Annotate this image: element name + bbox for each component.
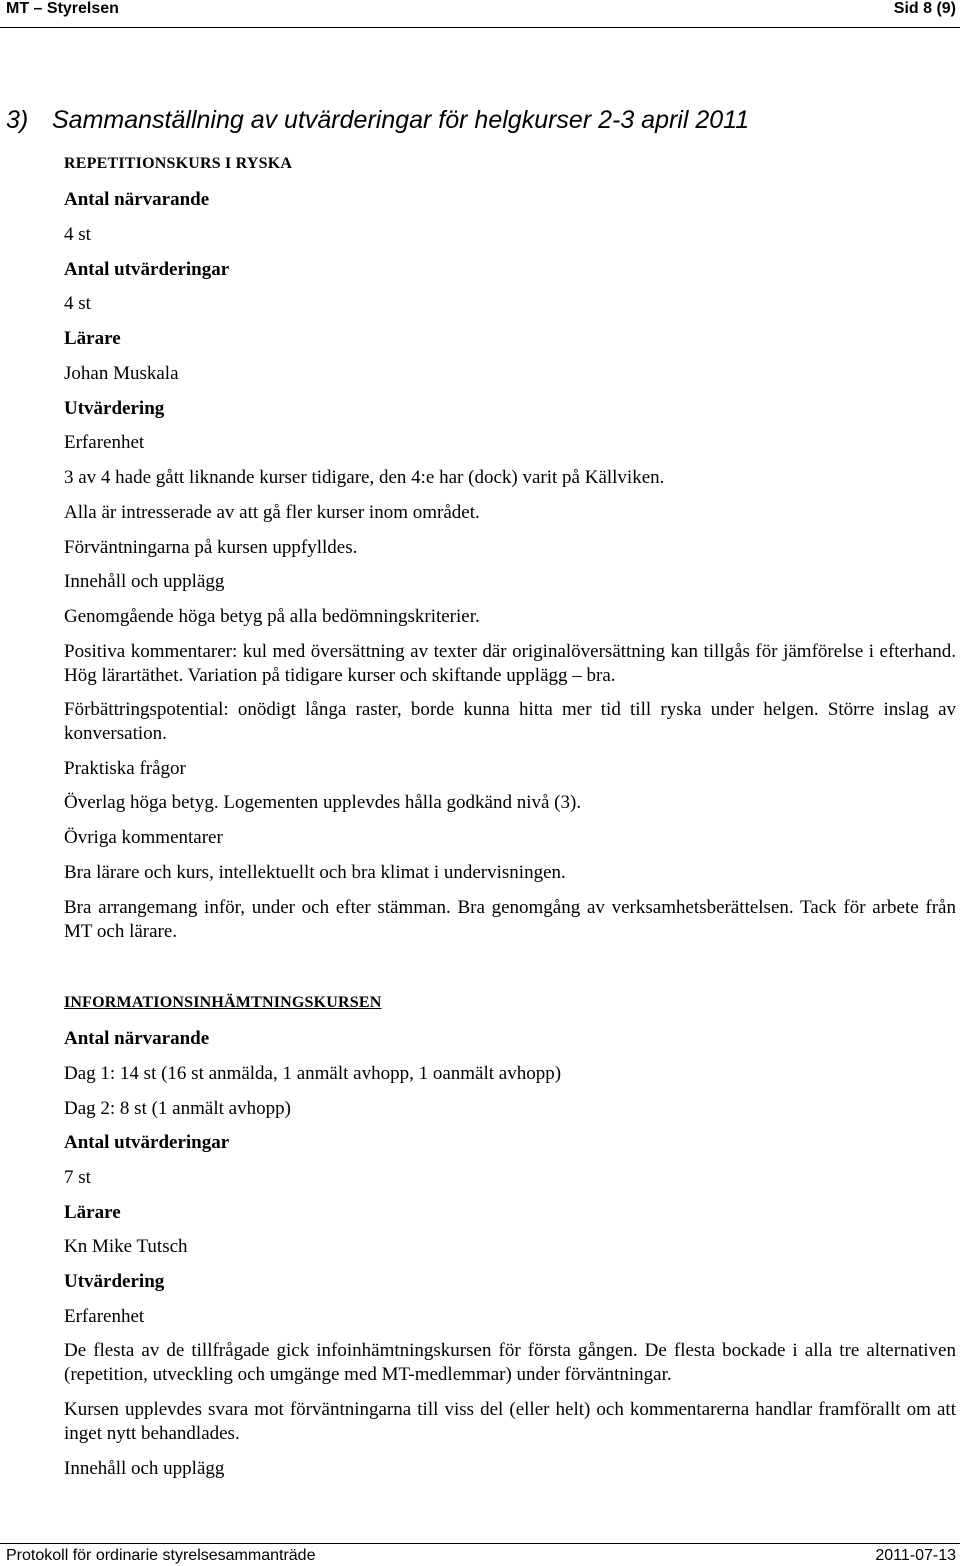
course2-content-label: Innehåll och upplägg bbox=[64, 1458, 225, 1479]
course1-attendance-label: Antal närvarande bbox=[64, 189, 210, 210]
header-page-number: Sid 8 (9) bbox=[893, 0, 956, 17]
course1-content-label: Innehåll och upplägg bbox=[64, 571, 225, 592]
page-footer bbox=[0, 1543, 960, 1566]
course2-attendance-label: Antal närvarande bbox=[64, 1028, 210, 1049]
header-organization: MT – Styrelsen bbox=[6, 0, 119, 17]
course1-practical-line: Överlag höga betyg. Logementen upplevdes hålla godkänd nivå (3). bbox=[64, 792, 582, 813]
course1-evaluations-value: 4 st bbox=[64, 293, 91, 314]
course1-other-line: Bra arrangemang inför, under och efter stämman. Bra genomgång av verksamhetsberättelsen. Tack för arbete från MT och lärare. bbox=[64, 897, 956, 942]
course1-attendance-value: 4 st bbox=[64, 224, 91, 245]
course2-experience-paragraph: De flesta av de tillfrågade gick infoinhämtningskursen för första gången. De flesta bockade i alla tre alternativen (repetition, utveckling och umgänge med MT-medlemmar) under förväntningar. bbox=[64, 1340, 956, 1385]
course1-experience-line: Alla är intresserade av att gå fler kurser inom området. bbox=[64, 502, 480, 523]
course2-evaluations-label: Antal utvärderingar bbox=[64, 1132, 230, 1153]
course1-experience-line: 3 av 4 hade gått liknande kurser tidigare, den 4:e har (dock) varit på Källviken. bbox=[64, 467, 665, 488]
course2-heading: INFORMATIONSINHÄMTNINGSKURSEN bbox=[64, 994, 382, 1011]
course1-other-label: Övriga kommentarer bbox=[64, 827, 223, 848]
footer-date: 2011-07-13 bbox=[875, 1547, 956, 1564]
course1-evaluations-label: Antal utvärderingar bbox=[64, 259, 230, 280]
course1-heading: REPETITIONSKURS I RYSKA bbox=[64, 155, 293, 172]
section-title bbox=[6, 106, 749, 135]
course1-practical-label: Praktiska frågor bbox=[64, 758, 186, 779]
course1-positive-comments: Positiva kommentarer: kul med översättning av texter där originalöversättning kan tillgås för jämförelse i efterhand. Hög lärartäthet. Variation på tidigare kurser och skiftande upplägg – bra. bbox=[64, 641, 956, 686]
course1-other-line: Bra lärare och kurs, intellektuellt och bra klimat i undervisningen. bbox=[64, 862, 566, 883]
course1-evaluation-label: Utvärdering bbox=[64, 398, 165, 419]
course2-teacher-label: Lärare bbox=[64, 1202, 121, 1223]
course2-experience-label: Erfarenhet bbox=[64, 1306, 145, 1327]
course2-day1: Dag 1: 14 st (16 st anmälda, 1 anmält avhopp, 1 oanmält avhopp) bbox=[64, 1063, 562, 1084]
footer-document-title: Protokoll för ordinarie styrelsesammanträde bbox=[6, 1547, 316, 1564]
course1-teacher-value: Johan Muskala bbox=[64, 363, 179, 384]
section-title-text: Sammanställning av utvärderingar för helgkurser 2-3 april 2011 bbox=[52, 106, 750, 134]
course2-evaluation-label: Utvärdering bbox=[64, 1271, 165, 1292]
course1-experience-line: Förväntningarna på kursen uppfylldes. bbox=[64, 537, 358, 558]
course1-teacher-label: Lärare bbox=[64, 328, 121, 349]
course2-evaluations-value: 7 st bbox=[64, 1167, 91, 1188]
page-header bbox=[0, 0, 960, 28]
course2-day2: Dag 2: 8 st (1 anmält avhopp) bbox=[64, 1098, 291, 1119]
course1-experience-label: Erfarenhet bbox=[64, 432, 145, 453]
course1-improvement: Förbättringspotential: onödigt långa raster, borde kunna hitta mer tid till ryska under helgen. Större inslag av konversation. bbox=[64, 699, 956, 744]
course2-teacher-value: Kn Mike Tutsch bbox=[64, 1236, 188, 1257]
course1-content-line: Genomgående höga betyg på alla bedömningskriterier. bbox=[64, 606, 480, 627]
section-number: 3) bbox=[6, 106, 29, 134]
course2-experience-paragraph: Kursen upplevdes svara mot förväntningarna till viss del (eller helt) och kommentarerna handlar framförallt om att inget nytt behandlades. bbox=[64, 1399, 956, 1444]
